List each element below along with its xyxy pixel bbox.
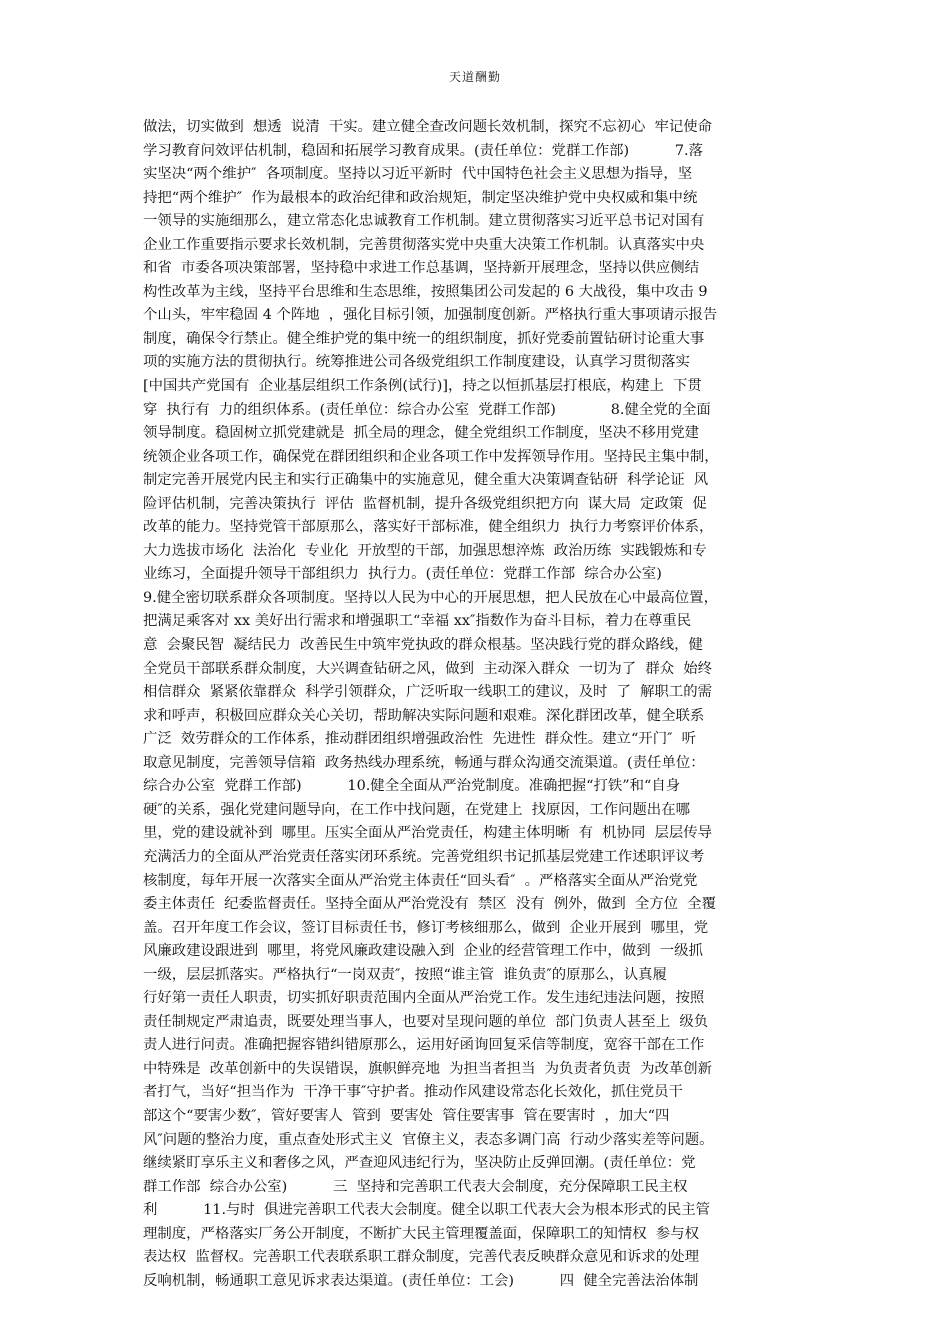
body-line: 硬″的关系，强化党建问题导向，在工作中找问题，在党建上 找原因，工作问题出在哪 xyxy=(143,801,690,818)
body-line: 和省 市委各项决策部署，坚持稳中求进工作总基调，坚持新开展理念，坚持以供应侧结 xyxy=(143,260,699,277)
body-line: 持把“两个维护″ 作为最根本的政治纪律和政治规矩，制定坚决维护党中央权威和集中统 xyxy=(143,189,698,206)
body-line: 里，党的建设就补到 哪里。压实全面从严治党责任，构建主体明晰 有 机协同 层层传导 xyxy=(143,825,713,842)
body-line: 利 11.与时 俱进完善职工代表大会制度。健全以职工代表大会为根本形式的民主管 xyxy=(143,1202,711,1219)
body-line: 综合办公室 党群工作部) 10.健全全面从严治党制度。准确把握“打铁”和“自身 xyxy=(143,778,681,795)
body-line: 意 会聚民智 凝结民力 改善民生中筑牢党执政的群众根基。坚决践行党的群众路线，健 xyxy=(143,637,703,654)
body-line: 大力选拔市场化 法治化 专业化 开放型的干部，加强思想淬炼 政治历练 实践锻炼和专 xyxy=(143,542,707,559)
body-line: [中国共产党国有 企业基层组织工作条例(试行)]，持之以恒抓基层打根底，构建上 下贯 xyxy=(143,378,702,395)
body-line: 领导制度。稳固树立抓党建就是 抓全局的理念，健全党组织工作制度，坚决不移用党建 xyxy=(143,425,699,442)
body-line: 充满活力的全面从严治党责任落实闭环系统。完善党组织书记抓基层党建工作述职评议考 xyxy=(143,848,705,865)
body-line: 者打气，当好“担当作为 干净干事″守护者。推动作风建设常态化长效化，抓住党员干 xyxy=(143,1084,683,1101)
body-line: 企业工作重要指示要求长效机制，完善贯彻落实党中央重大决策工作机制。认真落实中央 xyxy=(143,236,705,253)
body-line: 一领导的实施细那么，建立常态化忠诚教育工作机制。建立贯彻落实习近平总书记对国有 xyxy=(143,213,705,230)
body-line: 责人进行问责。准确把握容错纠错原那么，运用好函询回复采信等制度，宽容干部在工作 xyxy=(143,1037,705,1054)
page-header: 天道酬勤 xyxy=(448,70,501,84)
body-line: 实坚决“两个维护″ 各项制度。坚持以习近平新时 代中国特色社会主义思想为指导，坚 xyxy=(143,166,693,183)
body-line: 中特殊是 改革创新中的失误错误，旗帜鲜亮地 为担当者担当 为负责者负责 为改革创新 xyxy=(143,1060,713,1077)
body-line: 个山头，牢牢稳固 4 个阵地 ，强化目标引领，加强制度创新。严格执行重大事项请示报告 xyxy=(143,307,718,324)
body-line: 继续紧盯享乐主义和奢侈之风，严查迎风违纪行为，坚决防止反弹回潮。(责任单位：党 xyxy=(143,1155,696,1172)
document-body xyxy=(143,116,809,1293)
body-line: 盖。召开年度工作会议，签订目标责任书，修订考核细那么，做到 企业开展到 哪里，党 xyxy=(143,919,709,936)
body-line: 制度，确保令行禁止。健全维护党的集中统一的组织制度，抓好党委前置钻研讨论重大事 xyxy=(143,330,705,347)
body-line: 求和呼声，积极回应群众关心关切，帮助解决实际问题和艰难。深化群团改革，健全联系 xyxy=(143,707,705,724)
body-line: 理制度，严格落实厂务公开制度，不断扩大民主管理覆盖面，保障职工的知情权 参与权 xyxy=(143,1225,699,1242)
body-line: 取意见制度，完善领导信箱 政务热线办理系统，畅通与群众沟通交流渠道。(责任单位： xyxy=(143,754,705,771)
body-line: 核制度，每年开展一次落实全面从严治党主体责任“回头看″ 。严格落实全面从严治党党 xyxy=(143,872,698,889)
body-line: 表达权 监督权。完善职工代表联系职工群众制度，完善代表反映群众意见和诉求的处理 xyxy=(143,1249,699,1266)
body-line: 项的实施方法的贯彻执行。统筹推进公司各级党组织工作制度建设，认真学习贯彻落实 xyxy=(143,354,690,371)
body-line: 相信群众 紧紧依靠群众 科学引领群众，广泛听取一线职工的建议，及时 了 解职工的需 xyxy=(143,684,713,701)
body-line: 全党员干部联系群众制度，大兴调查钻研之风，做到 主动深入群众 一切为了 群众 始终 xyxy=(143,660,713,677)
body-line: 9.健全密切联系群众各项制度。坚持以人民为中心的开展思想，把人民放在心中最高位置， xyxy=(143,589,718,606)
body-line: 穿 执行有 力的组织体系。(责任单位：综合办公室 党群工作部) 8.健全党的全面 xyxy=(143,401,711,418)
body-line: 学习教育问效评估机制，稳固和拓展学习教育成果。(责任单位：党群工作部) 7.落 xyxy=(143,142,703,159)
body-line: 责任制规定严肃追责，既要处理当事人，也要对呈现问题的单位 部门负责人甚至上 级负 xyxy=(143,1013,709,1030)
body-line: 委主体责任 纪委监督责任。坚持全面从严治党没有 禁区 没有 例外，做到 全方位 全覆 xyxy=(143,896,716,913)
body-line: 构性改革为主线，坚持平台思维和生态思维，按照集团公司发起的 6 大战役，集中攻击 9 xyxy=(143,283,708,300)
body-line: 广泛 效劳群众的工作体系，推动群团组织增强政治性 先进性 群众性。建立“开门″ 听 xyxy=(143,731,697,748)
body-line: 群工作部 综合办公室) 三 坚持和完善职工代表大会制度，充分保障职工民主权 xyxy=(143,1178,688,1195)
body-line: 统领企业各项工作，确保党在群团组织和企业各项工作中发挥领导作用。坚持民主集中制， xyxy=(143,448,719,465)
body-line: 险评估机制，完善决策执行 评估 监督机制，提升各级党组织把方向 谋大局 定政策 促 xyxy=(143,495,707,512)
body-line: 风廉政建设跟进到 哪里，将党风廉政建设融入到 企业的经营管理工作中，做到 一级抓 xyxy=(143,943,703,960)
body-line: 行好第一责任人职责，切实抓好职责范围内全面从严治党工作。发生违纪违法问题，按照 xyxy=(143,990,705,1007)
body-line: 业练习，全面提升领导干部组织力 执行力。(责任单位：党群工作部 综合办公室) xyxy=(143,566,662,583)
body-line: 做法，切实做到 想透 说清 干实。建立健全查改问题长效机制，探究不忘初心 牢记使命 xyxy=(143,119,713,135)
body-line: 部这个“要害少数″，管好要害人 管到 要害处 管住要害事 管在要害时 ，加大“四 xyxy=(143,1107,670,1124)
body-line: 把满足乘客对 xx 美好出行需求和增强职工“幸福 xx″指数作为奋斗目标，着力在尊重民 xyxy=(143,613,692,630)
body-line: 风″问题的整治力度，重点查处形式主义 官僚主义，表态多调门高 行动少落实差等问题。 xyxy=(143,1131,714,1148)
body-line: 反响机制，畅通职工意见诉求表达渠道。(责任单位：工会) 四 健全完善法治体制 xyxy=(143,1272,699,1289)
body-line: 制定完善开展党内民主和实行正确集中的实施意见，健全重大决策调查钻研 科学论证 风 xyxy=(143,472,709,489)
body-line: 一级，层层抓落实。严格执行“一岗双责″，按照“谁主管 谁负责″的原那么，认真履 xyxy=(143,966,667,983)
body-line: 改革的能力。坚持党管干部原那么，落实好干部标准，健全组织力 执行力考察评价体系， xyxy=(143,519,714,536)
